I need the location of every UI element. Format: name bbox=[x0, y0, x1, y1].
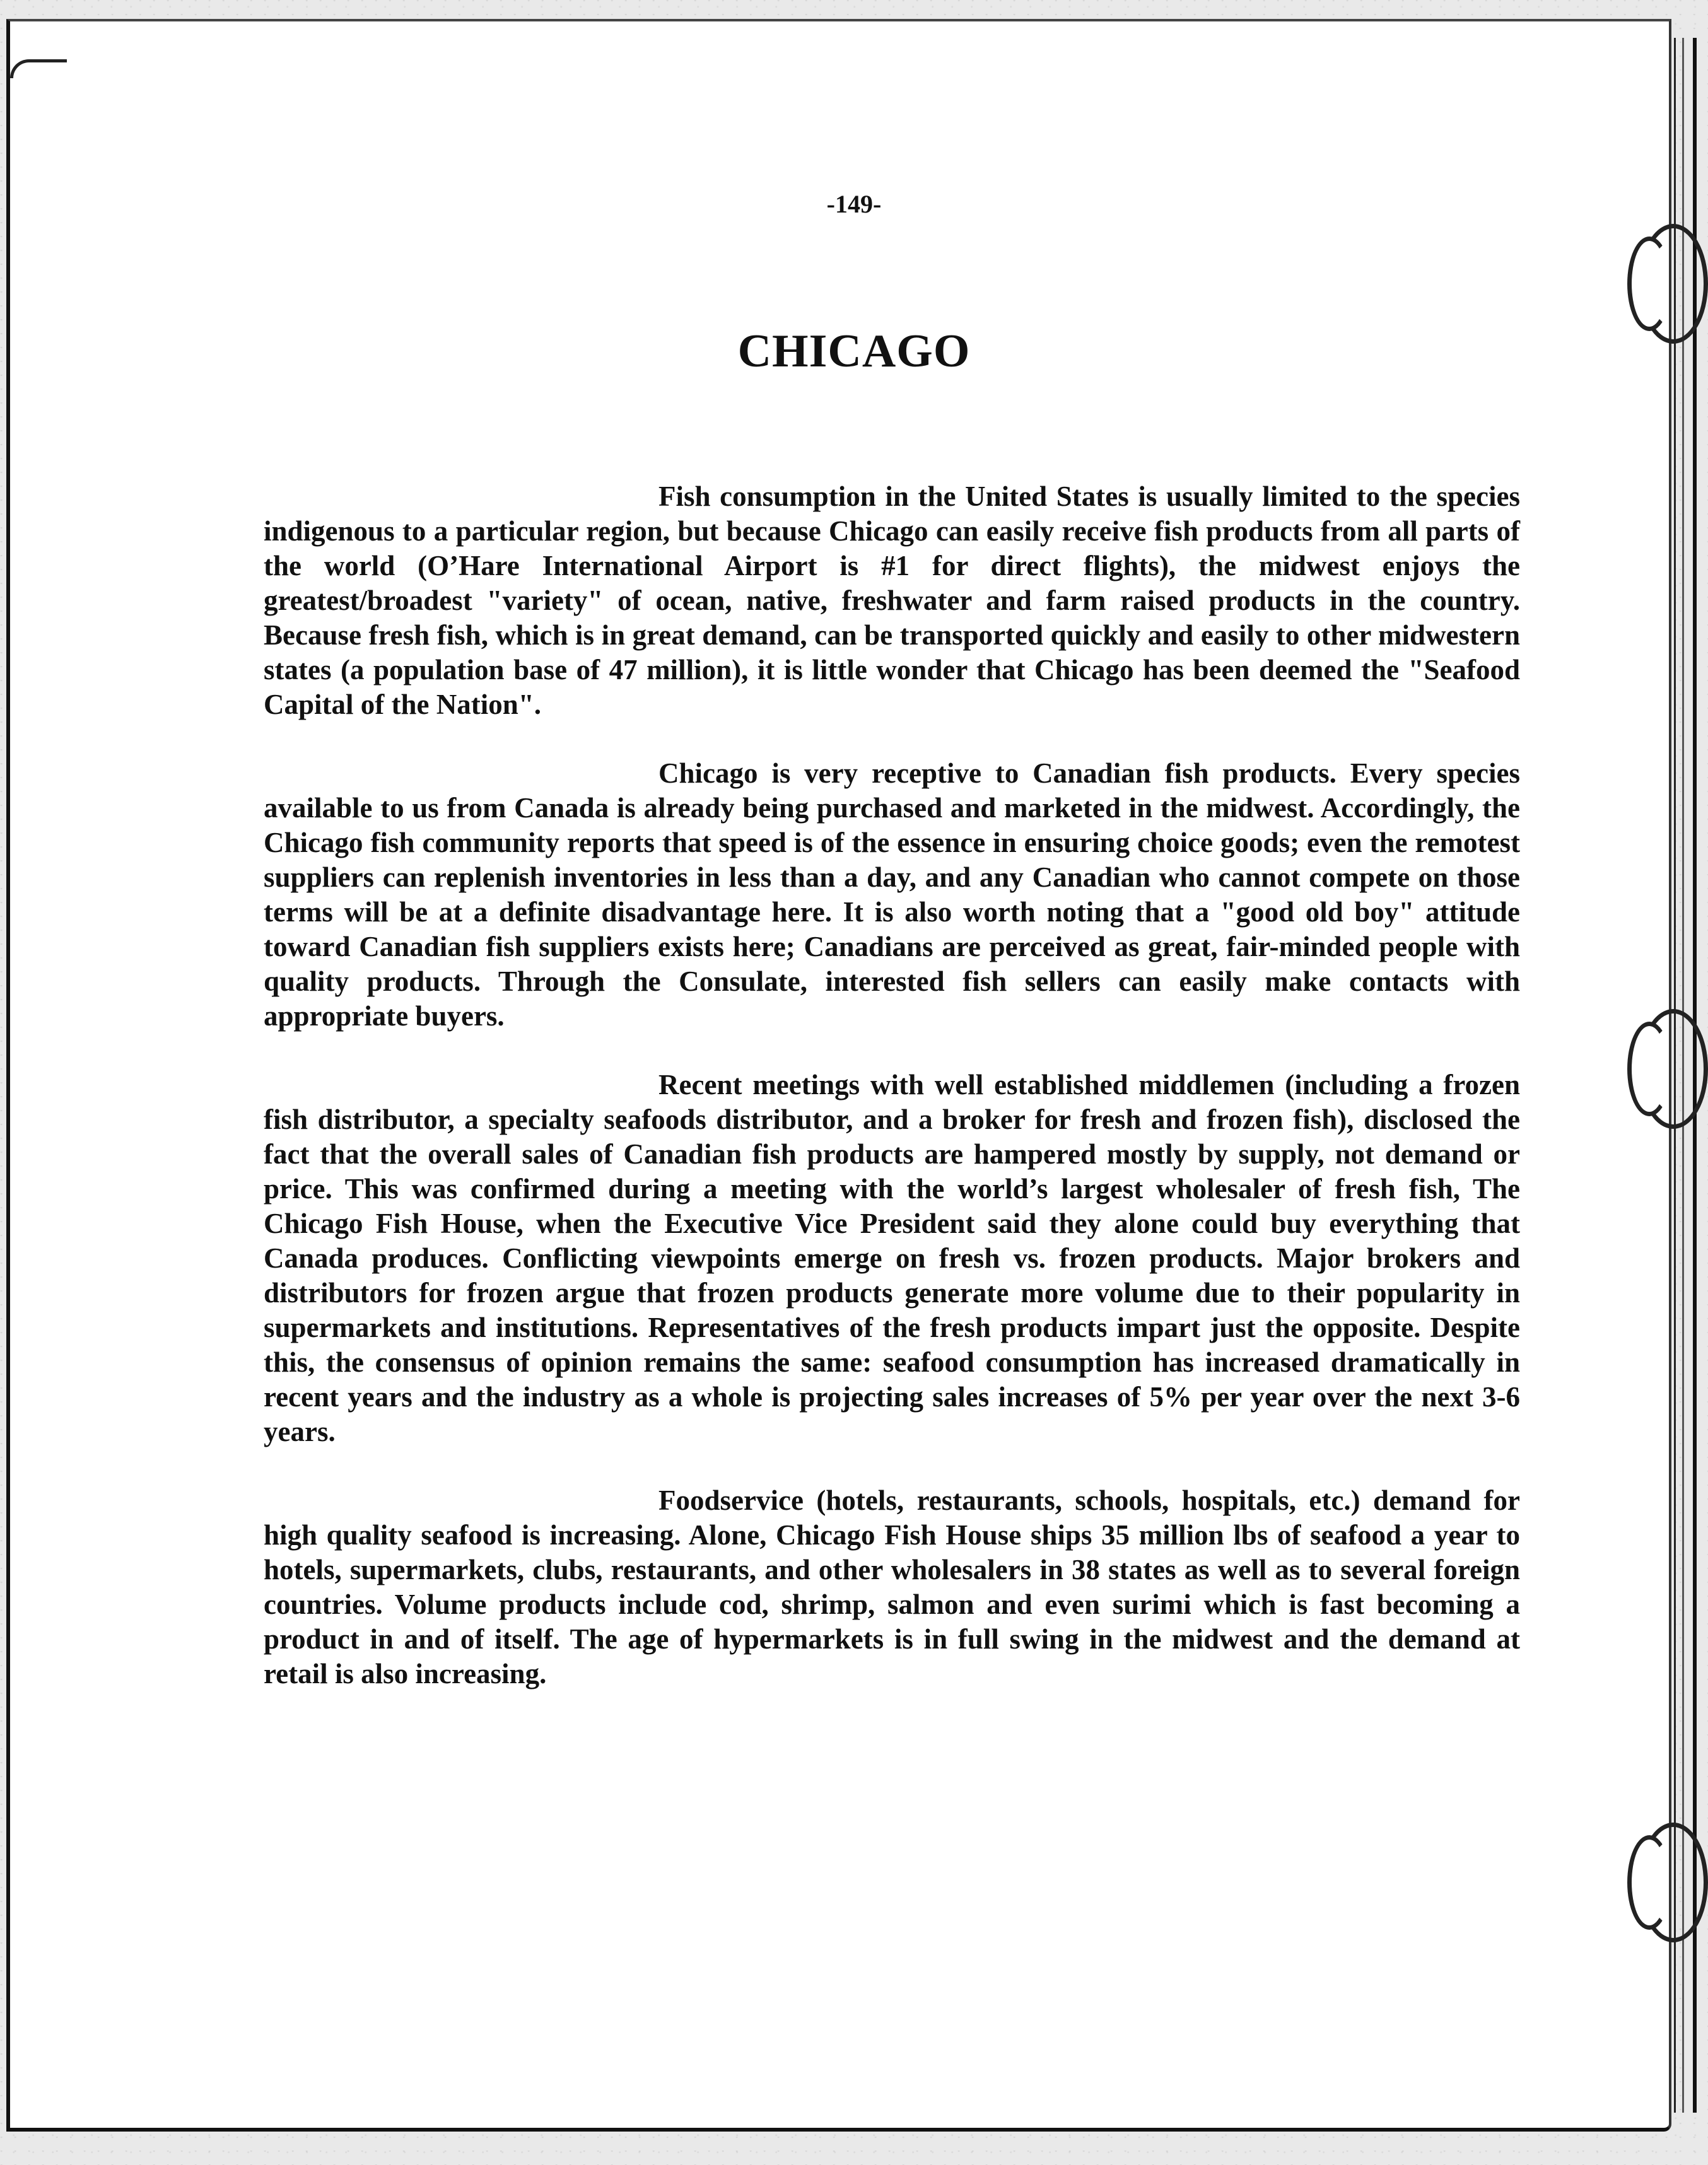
paragraph-canadian-products: Chicago is very receptive to Canadian fish products. Every species available to us from Canada is already being purchased and marketed in the midwest. Accordingly, the Chicago fish community reports that speed is of the essence in ensuring choice goods; even the remotest suppliers can replenish inventories in less than a day, and any Canadian who cannot compete on those terms will be at a definite disadvantage here. It is also worth noting that a "good old boy" attitude toward Canadian fish suppliers exists here; Canadians are perceived as great, fair-minded people with quality products. Through the Consulate, interested fish sellers can easily make contacts with appropriate buyers. bbox=[264, 757, 1520, 1032]
paragraph-fish-consumption: Fish consumption in the United States is usually limited to the species indigenous to a particular region, but because Chicago can easily receive fish products from all parts of the world (O’Hare International Airport is #1 for direct flights), the midwest enjoys the greatest/broadest "variety" of ocean, native, freshwater and farm raised products in the country. Because fresh fish, which is in great demand, can be transported quickly and easily to other midwestern states (a population base of 47 million), it is little wonder that Chicago has been deemed the "Seafood Capital of the Nation". bbox=[264, 481, 1520, 720]
page-title: CHICAGO bbox=[737, 325, 971, 377]
paragraph-foodservice-demand: Foodservice (hotels, restaurants, schools, hospitals, etc.) demand for high quality seafood is increasing. Alone, Chicago Fish House ships 35 million lbs of seafood a year to hotels, supermarkets, clubs, restaurants, and other wholesalers in 38 states as well as to several foreign countries. Volume products include cod, shrimp, salmon and even surimi which is fast becoming a product in and of itself. The age of hypermarkets is in full swing in the midwest and the demand at retail is also increasing. bbox=[264, 1485, 1520, 1689]
page-number: -149- bbox=[826, 190, 882, 218]
body-text bbox=[264, 479, 1520, 1725]
page-edge-curl bbox=[10, 59, 67, 78]
binder-ring-middle-back bbox=[1627, 1022, 1671, 1116]
binder-ring-bottom-back bbox=[1627, 1835, 1671, 1930]
paragraph-middlemen-meetings: Recent meetings with well established middlemen (including a frozen fish distributor, a specialty seafoods distributor, and a broker for fresh and frozen fish), disclosed the fact that the overall sales of Canadian fish products are hampered mostly by supply, not demand or price. This was confirmed during a meeting with the world’s largest wholesaler of fresh fish, The Chicago Fish House, when the Executive Vice President said they alone could buy everything that Canada produces. Conflicting viewpoints emerge on fresh vs. frozen products. Major brokers and distributors for frozen argue that frozen products generate more volume due to their popularity in supermarkets and institutions. Representatives of the fresh products impart just the opposite. Despite this, the consensus of opinion remains the same: seafood consumption has increased dramatically in recent years and the industry as a whole is projecting sales increases of 5% per year over the next 3-6 years. bbox=[264, 1069, 1520, 1447]
binder-ring-top-back bbox=[1627, 236, 1671, 331]
